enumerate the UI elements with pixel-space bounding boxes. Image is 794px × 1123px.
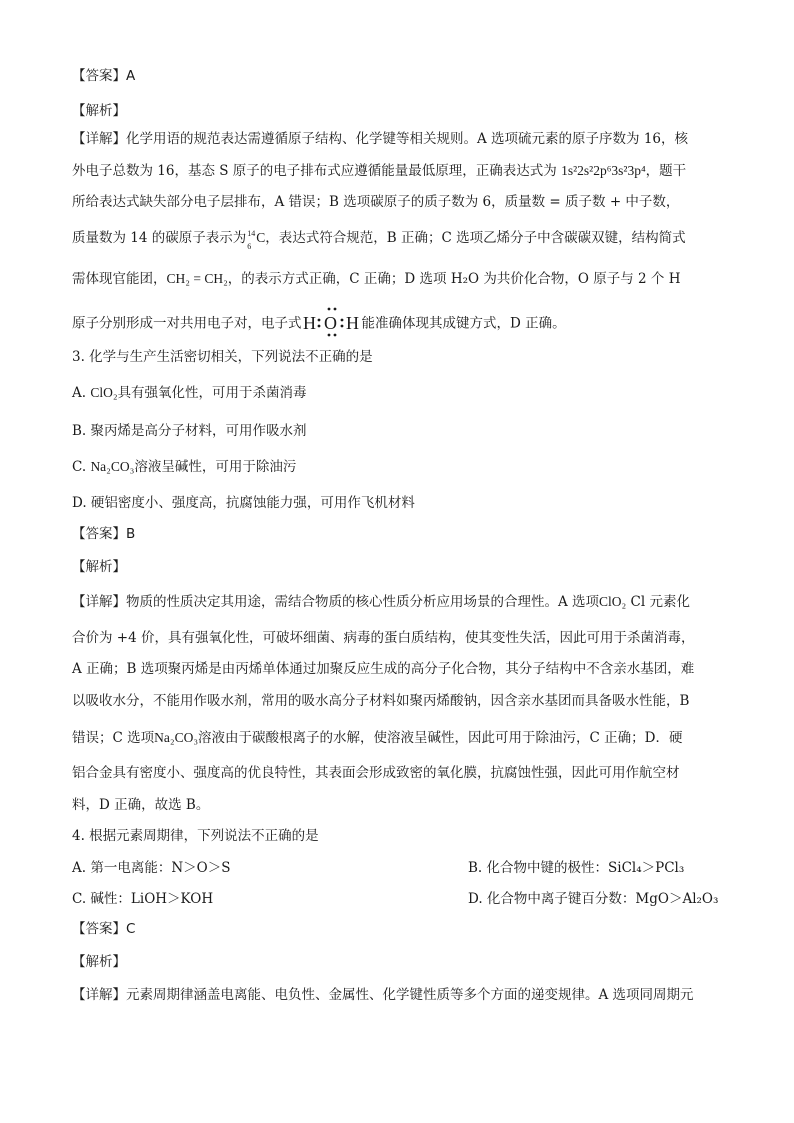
explanation-line: 【详解】化学用语的规范表达需遵循原子结构、化学键等相关规则。A 选项硫元素的原子序数为 16，核: [72, 131, 689, 147]
text-span: 外电子总数为 16，基态 S 原子的电子排布式应遵循能量最低原理，正确表达式为: [72, 163, 562, 179]
explanation-line: 以吸收水分，不能用作吸水剂，常用的吸水高分子材料如聚丙烯酸钠，因含亲水基团而具备吸水性能，B: [72, 693, 690, 709]
question-4-option-b: B. 化合物中键的极性：SiCl₄＞PCl₃: [468, 860, 685, 876]
text-span: 能准确体现其成键方式，D 正确。: [361, 315, 566, 332]
water-lewis-structure: [302, 313, 362, 335]
text-span: 溶液由于碳酸根离子的水解，使溶液呈碱性，因此可用于除油污，C 正确；D．硬: [198, 730, 683, 746]
explanation-line: A 正确；B 选项聚丙烯是由丙烯单体通过加聚反应生成的高分子化合物，其分子结构中不含亲水基团，难: [72, 661, 695, 677]
chlorine-dioxide-formula: ClO₂: [90, 385, 118, 400]
text-span: ，的表示方式正确，C 正确；D 选项 H₂O 为共价化合物，O 原子与 2 个 H: [227, 271, 681, 287]
analysis-label-q3: 【解析】: [72, 559, 126, 575]
carbon-isotope-notation: [246, 229, 256, 251]
text-span: 需体现官能团，: [72, 271, 167, 287]
lewis-o: O: [323, 313, 337, 333]
text-span: 【详解】物质的性质决定其用途，需结合物质的核心性质分析应用场景的合理性。A 选项: [72, 594, 600, 610]
mass-number: 14: [247, 229, 256, 238]
question-3-option-c: [72, 458, 722, 476]
lewis-h-right: H: [345, 313, 359, 333]
question-3-option-d: D. 硬铝密度小、强度高，抗腐蚀能力强，可用作飞机材料: [72, 495, 415, 511]
question-4-option-a: A. 第一电离能：N＞O＞S: [72, 860, 231, 876]
question-3-option-b: B. 聚丙烯是高分子材料，可用作吸水剂: [72, 423, 307, 439]
question-3-option-a: [72, 384, 722, 402]
electron-configuration: 1s²2s²2p⁶3s²3p⁴: [561, 163, 646, 178]
question-4-stem: 4. 根据元素周期律，下列说法不正确的是: [72, 828, 319, 844]
explanation-line: 料，D 正确，故选 B。: [72, 797, 210, 813]
explanation-line: 铝合金具有密度小、强度高的优良特性，其表面会形成致密的氧化膜，抗腐蚀性强，因此可用作航空材: [72, 765, 680, 781]
answer-label-q3: 【答案】B: [72, 526, 136, 542]
text-span: Cl 元素化: [626, 594, 690, 610]
explanation-line: 合价为 +4 价，具有强氧化性，可破坏细菌、病毒的蛋白质结构，使其变性失活，因此可用于杀菌消毒，: [72, 630, 695, 646]
answer-label-q4: 【答案】C: [72, 921, 136, 937]
sodium-carbonate-formula: Na₂CO₃: [154, 730, 199, 745]
option-text: 溶液呈碱性，可用于除油污: [134, 459, 297, 475]
explanation-line: 【详解】元素周期律涵盖电离能、电负性、金属性、化学键性质等多个方面的递变规律。A 选项同周期元: [72, 987, 694, 1003]
atomic-number: 6: [247, 242, 252, 251]
lewis-dots-svg: [302, 305, 362, 339]
explanation-line: [72, 313, 722, 335]
text-span: 原子分别形成一对共用电子对，电子式: [72, 315, 302, 332]
option-label: A.: [72, 385, 91, 401]
explanation-line: 所给表达式缺失部分电子层排布，A 错误；B 选项碳原子的质子数为 6，质量数 = 质子数 + 中子数，: [72, 194, 680, 210]
question-4-option-d: D. 化合物中离子键百分数：MgO＞Al₂O₃: [468, 891, 719, 907]
analysis-label-q4: 【解析】: [72, 954, 126, 970]
lewis-h-left: H: [302, 313, 316, 333]
option-text: 具有强氧化性，可用于杀菌消毒: [117, 385, 307, 401]
explanation-line: [72, 229, 722, 251]
option-label: C.: [72, 459, 91, 475]
explanation-line: [72, 729, 722, 747]
question-4-row-1: [72, 859, 722, 877]
question-4-row-2: [72, 890, 722, 908]
explanation-line: [72, 593, 722, 611]
question-3-stem: 3. 化学与生产生活密切相关，下列说法不正确的是: [72, 349, 373, 365]
question-4-option-c: C. 碱性：LiOH＞KOH: [72, 891, 214, 907]
chlorine-dioxide-formula: ClO₂: [599, 594, 627, 609]
explanation-line: [72, 270, 722, 288]
answer-label-q2: 【答案】A: [72, 68, 136, 84]
text-span: ，表达式符合规范，B 正确；C 选项乙烯分子中含碳碳双键，结构简式: [265, 230, 686, 246]
analysis-label-q2: 【解析】: [72, 103, 126, 119]
ethylene-formula: CH₂ = CH₂: [166, 271, 228, 286]
sodium-carbonate-formula: Na₂CO₃: [90, 459, 135, 474]
text-span: 质量数为 14 的碳原子表示为: [72, 230, 247, 246]
text-span: ，题干: [645, 163, 687, 179]
explanation-line: [72, 162, 722, 180]
text-span: 错误；C 选项: [72, 730, 155, 746]
isotope-symbol: C: [256, 230, 266, 245]
